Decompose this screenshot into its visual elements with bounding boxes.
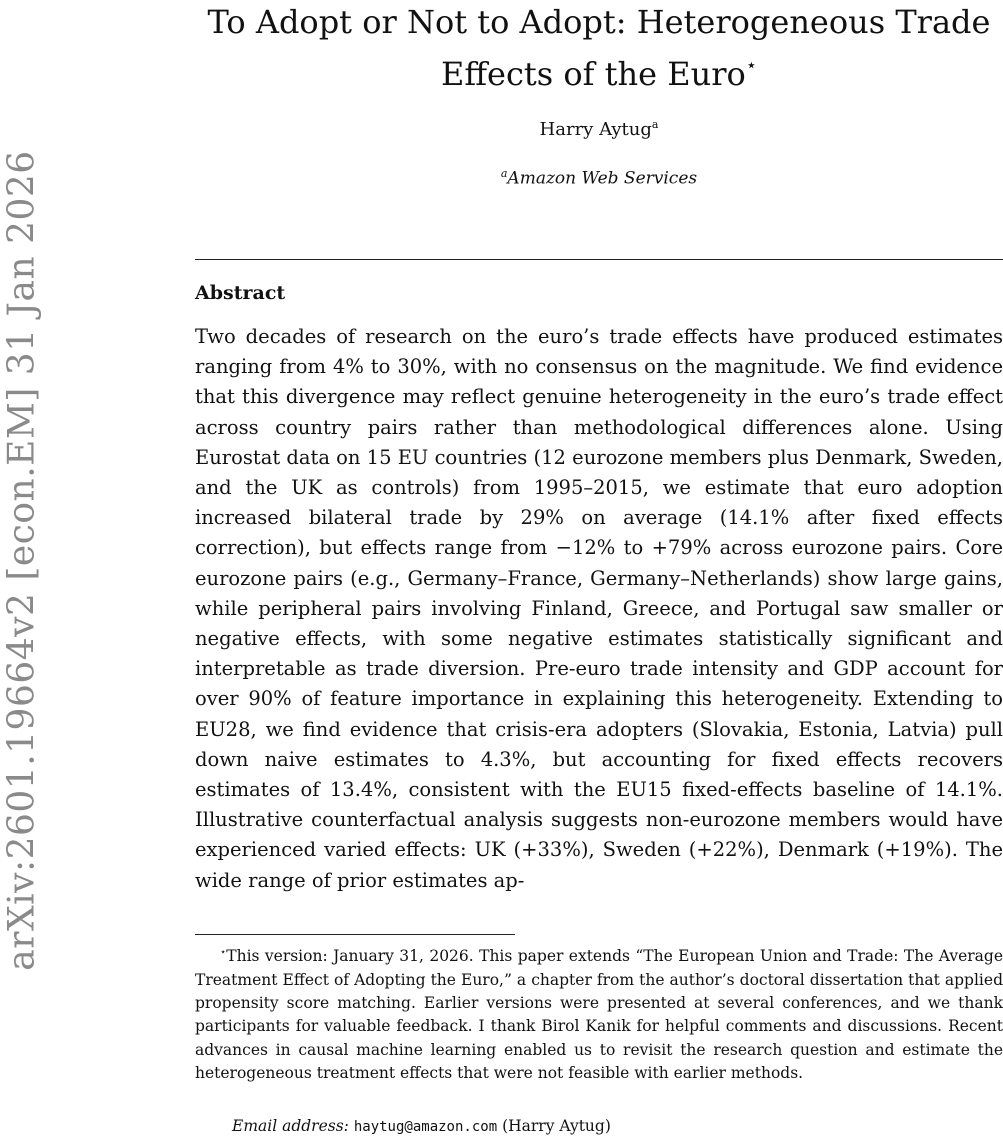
author-affiliation-mark: a <box>651 118 659 131</box>
affiliation <box>195 167 1003 189</box>
affiliation-name: Amazon Web Services <box>507 168 698 189</box>
footnote-rule <box>195 934 515 935</box>
abstract-body: Two decades of research on the euro’s trade effects have produced estimates ranging from 4% to 30%, with no consensus on the magnitude. We find evidence that this divergence may reflect genuine heterogeneity in the euro’s trade effect across country pairs rather than methodological differences alone. Using Eurostat data on 15 EU countries (12 eurozone members plus Denmark, Sweden, and the UK as controls) from 1995–2015, we estimate that euro adoption increased bilateral trade by 29% on average (14.1% after fixed effects correction), but effects range from −12% to +79% across eurozone pairs. Core eurozone pairs (e.g., Germany–France, Germany–Netherlands) show large gains, while peripheral pairs involving Finland, Greece, and Portugal saw smaller or negative effects, with some negative estimates statistically significant and interpretable as trade diversion. Pre-euro trade intensity and GDP account for over 90% of feature importance in explaining this heterogeneity. Extending to EU28, we find evidence that crisis-era adopters (Slovakia, Estonia, Latvia) pull down naive estimates to 4.3%, but accounting for fixed effects recovers estimates of 13.4%, consistent with the EU15 fixed-effects baseline of 14.1%. Illustrative counterfactual analysis suggests non-eurozone members would have experienced varied effects: UK (+33%), Sweden (+22%), Denmark (+19%). The wide range of prior estimates ap- <box>195 325 1003 892</box>
footnote-mark: ⋆ <box>220 947 227 958</box>
email-owner: (Harry Aytug) <box>502 1117 611 1135</box>
author <box>195 118 1003 140</box>
abstract-heading: Abstract <box>195 282 286 304</box>
title-footnote-mark: ⋆ <box>745 55 758 76</box>
title-line-2 <box>195 44 1003 96</box>
abstract-top-rule <box>195 259 1003 260</box>
paper-title <box>195 0 1003 96</box>
affiliation-mark: a <box>500 167 508 180</box>
arxiv-identifier: arXiv:2601.19664v2 [econ.EM] 31 Jan 2026 <box>1 149 43 971</box>
title-line-1: To Adopt or Not to Adopt: Heterogeneous Trade <box>207 3 991 41</box>
footnote-text: This version: January 31, 2026. This paper extends “The European Union and Trade: The Average Treatment Effect of Adopting the Euro,” a chapter from the author’s doctoral dissertation that applied propensity score matching. Earlier versions were presented at several conferences, and we thank participants for valuable feedback. I thank Birol Kanik for helpful comments and discussions. Recent advances in causal machine learning enabled us to revisit the research question and estimate the heterogeneous treatment effects that were not feasible with earlier methods. <box>195 947 1003 1083</box>
arxiv-identifier-sidebar <box>0 149 44 971</box>
email-line <box>232 1115 611 1138</box>
email-address-link[interactable]: haytug@amazon.com <box>353 1119 498 1135</box>
title-line-2-text: Effects of the Euro <box>440 55 746 93</box>
email-label: Email address: <box>232 1117 349 1135</box>
footnote <box>195 941 1003 1086</box>
author-name: Harry Aytug <box>539 119 652 140</box>
